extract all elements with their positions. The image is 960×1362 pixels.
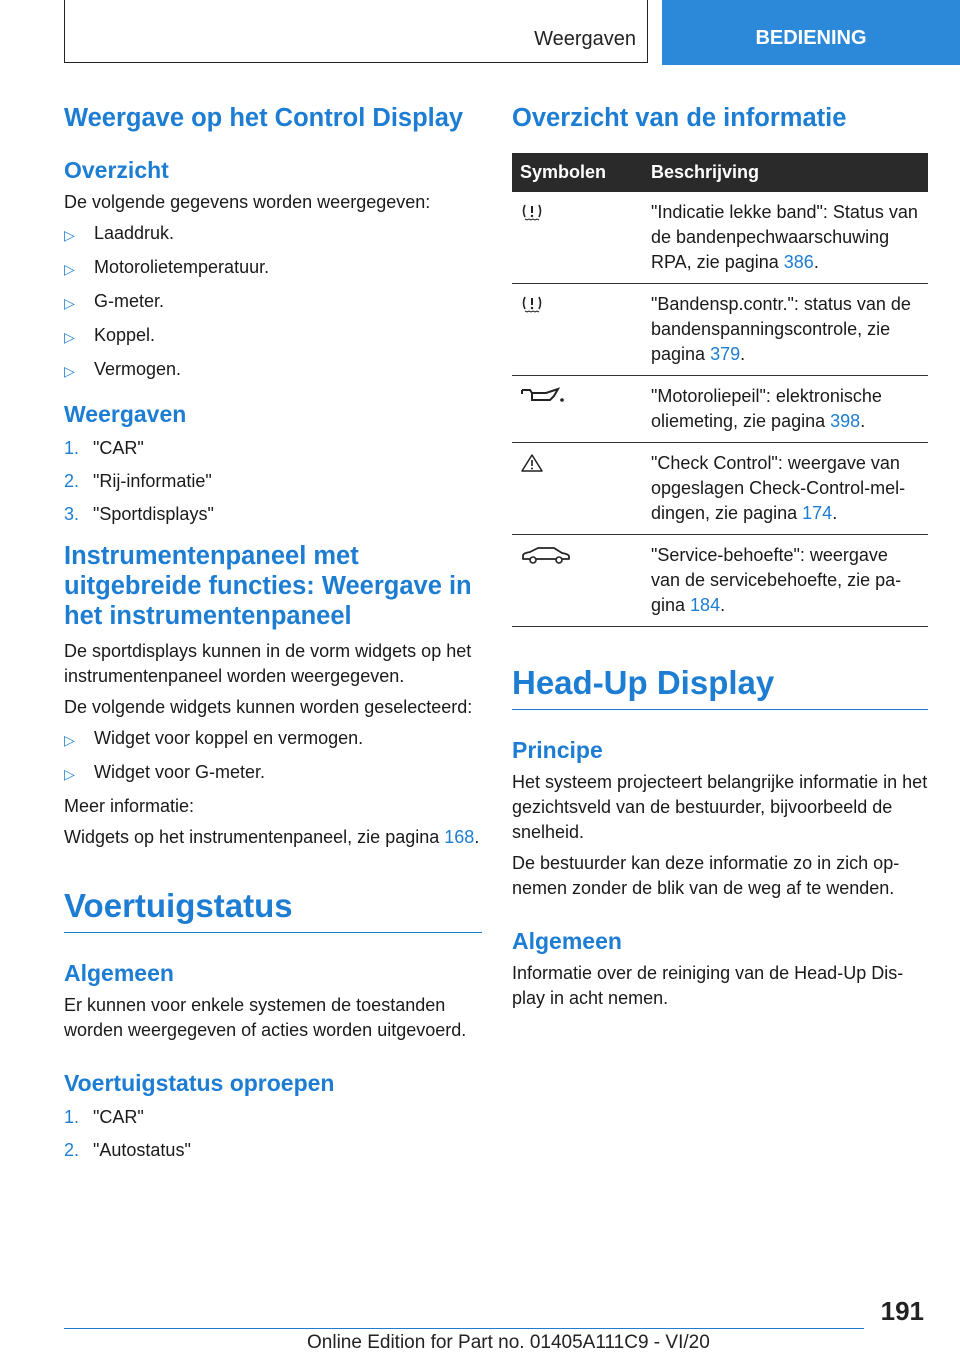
- list-item: [64, 469, 482, 494]
- list-number: 2.: [64, 1140, 80, 1160]
- row-description: "Service-behoefte": weergave van de servicebehoefte, zie pagina: [651, 545, 902, 615]
- list-item: [64, 357, 482, 384]
- tire-pressure-warning-icon: [520, 202, 544, 222]
- page-number: 191: [880, 1296, 924, 1326]
- triangle-bullet-icon: ▷: [64, 295, 75, 311]
- list-number: 1.: [64, 438, 80, 458]
- symbol-cell: [512, 376, 643, 443]
- table-row: [512, 535, 928, 627]
- list-item-text: Motorolietemperatuur.: [94, 257, 270, 277]
- table-header-row: [512, 153, 928, 192]
- description-cell: "Indicatie lekke band": Status van de bandenpechwaarschuwing RPA, zie pagina 386.: [643, 192, 928, 284]
- instrument-paragraph-2: De volgende widgets kunnen worden geselecteerd:: [64, 697, 473, 717]
- table-row: [512, 443, 928, 535]
- table-row: [512, 284, 928, 376]
- header-chapter-label: BEDIENING: [755, 27, 867, 49]
- list-item: [64, 760, 482, 787]
- widgets-reference: Widgets op het instrumentenpaneel, zie pagina 168.: [64, 827, 480, 847]
- heading-voertuigstatus-oproepen: Voertuigstatus oproepen: [64, 1070, 335, 1096]
- table-row: [512, 192, 928, 284]
- principe-paragraph-2: De bestuurder kan deze informatie zo in zich opnemen zonder de blik van de weg af te wenden.: [512, 853, 900, 898]
- list-number: 2.: [64, 471, 80, 491]
- tire-pressure-monitor-icon: [520, 294, 544, 314]
- principe-paragraph-1: Het systeem projecteert belangrijke informatie in het gezichtsveld van de bestuurder, bijvoorbeeld de snelheid.: [512, 772, 928, 842]
- row-description: "Indicatie lekke band": Status van de bandenpechwaarschuwing RPA, zie pagina: [651, 202, 918, 272]
- right-column: [512, 98, 928, 1017]
- list-item-text: G-meter.: [94, 291, 165, 311]
- weergaven-list: [64, 436, 482, 527]
- symbol-cell: [512, 443, 643, 535]
- hud-algemeen-paragraph: Informatie over de reiniging van de Head-Up Display in acht nemen.: [512, 963, 904, 1008]
- list-item-text: "Sportdisplays": [93, 504, 214, 524]
- symbol-cell: [512, 535, 643, 627]
- overzicht-intro: De volgende gegevens worden weergegeven:: [64, 192, 431, 212]
- list-item-text: Laaddruk.: [94, 223, 175, 243]
- triangle-bullet-icon: ▷: [64, 261, 75, 277]
- chapter-title-head-up-display: Head-Up Display: [512, 661, 928, 710]
- column-header-symbols: Symbolen: [512, 153, 643, 192]
- footer-edition: Online Edition for Part no. 01405A111C9 - VI/20: [307, 1332, 710, 1353]
- instrument-paragraph-1: De sportdisplays kunnen in de vorm widgets op het instrumentenpaneel worden weergegeven.: [64, 641, 472, 686]
- warning-triangle-icon: [520, 453, 544, 473]
- heading-weergaven: Weergaven: [64, 401, 187, 427]
- description-cell: "Service-behoefte": weergave van de servicebehoefte, zie pagina 184.: [643, 535, 928, 627]
- row-description: "Bandensp.contr.": status van de bandenspanningscontrole, zie pagina: [651, 294, 911, 364]
- list-item-text: Vermogen.: [94, 359, 182, 379]
- page-link-386[interactable]: 386: [783, 252, 814, 272]
- footer-divider: [64, 1328, 864, 1329]
- header-chapter-tab: [662, 0, 960, 65]
- service-car-icon: [520, 545, 572, 565]
- heading-overzicht-informatie: Overzicht van de informatie: [512, 104, 847, 132]
- heading-instrumentenpaneel: Instrumentenpaneel met uitgebreide functies: Weergave in het instrumentenpaneel: [64, 542, 472, 630]
- column-header-description: Beschrijving: [643, 153, 928, 192]
- triangle-bullet-icon: ▷: [64, 732, 75, 748]
- chapter-title-voertuigstatus: Voertuigstatus: [64, 884, 482, 933]
- triangle-bullet-icon: ▷: [64, 363, 75, 379]
- row-description: "Motoroliepeil": elektronische oliemeting, zie pagina: [651, 386, 882, 431]
- oil-can-icon: [520, 386, 568, 406]
- widget-list: [64, 726, 482, 787]
- list-item: [64, 1138, 482, 1163]
- left-column: [64, 98, 482, 1171]
- page-link-168[interactable]: 168: [444, 827, 475, 847]
- list-item-text: "CAR": [93, 438, 144, 458]
- heading-control-display: Weergave op het Control Display: [64, 104, 464, 132]
- page-link-174[interactable]: 174: [802, 503, 833, 523]
- symbols-table: [512, 153, 928, 627]
- list-item: [64, 1105, 482, 1130]
- heading-overzicht: Overzicht: [64, 157, 169, 183]
- description-cell: "Bandensp.contr.": status van de bandenspanningscontrole, zie pagina 379.: [643, 284, 928, 376]
- list-item-text: "CAR": [93, 1107, 144, 1127]
- description-cell: "Motoroliepeil": elektronische oliemeting, zie pagina 398.: [643, 376, 928, 443]
- triangle-bullet-icon: ▷: [64, 766, 75, 782]
- row-description: "Check Control": weergave van opgeslagen Check-Control-meldingen, zie pagina: [651, 453, 906, 523]
- list-item: [64, 323, 482, 350]
- list-item-text: Widget voor koppel en vermogen.: [94, 728, 364, 748]
- oproepen-list: [64, 1105, 482, 1163]
- heading-principe: Principe: [512, 737, 603, 763]
- list-item-text: "Rij-informatie": [93, 471, 212, 491]
- description-cell: "Check Control": weergave van opgeslagen Check-Control-meldingen, zie pagina 174.: [643, 443, 928, 535]
- list-item: [64, 436, 482, 461]
- list-item: [64, 289, 482, 316]
- heading-algemeen: Algemeen: [64, 960, 174, 986]
- triangle-bullet-icon: ▷: [64, 329, 75, 345]
- triangle-bullet-icon: ▷: [64, 227, 75, 243]
- list-item-text: Koppel.: [94, 325, 156, 345]
- table-row: [512, 376, 928, 443]
- heading-hud-algemeen: Algemeen: [512, 928, 622, 954]
- page-link-379[interactable]: 379: [710, 344, 741, 364]
- list-item: [64, 221, 482, 248]
- list-item: [64, 502, 482, 527]
- list-number: 3.: [64, 504, 80, 524]
- list-item-text: Widget voor G-meter.: [94, 762, 266, 782]
- list-number: 1.: [64, 1107, 80, 1127]
- page-link-398[interactable]: 398: [830, 411, 861, 431]
- header-section-title: Weergaven: [534, 28, 636, 50]
- list-item: [64, 726, 482, 753]
- symbol-cell: [512, 284, 643, 376]
- list-item: [64, 255, 482, 282]
- more-info-label: Meer informatie:: [64, 796, 195, 816]
- overzicht-list: [64, 221, 482, 384]
- list-item-text: "Autostatus": [93, 1140, 191, 1160]
- algemeen-paragraph: Er kunnen voor enkele systemen de toestanden worden weergegeven of acties worden uitgevoerd.: [64, 995, 467, 1040]
- reference-text: Widgets op het instrumentenpaneel, zie pagina: [64, 827, 440, 847]
- symbol-cell: [512, 192, 643, 284]
- page-link-184[interactable]: 184: [690, 595, 721, 615]
